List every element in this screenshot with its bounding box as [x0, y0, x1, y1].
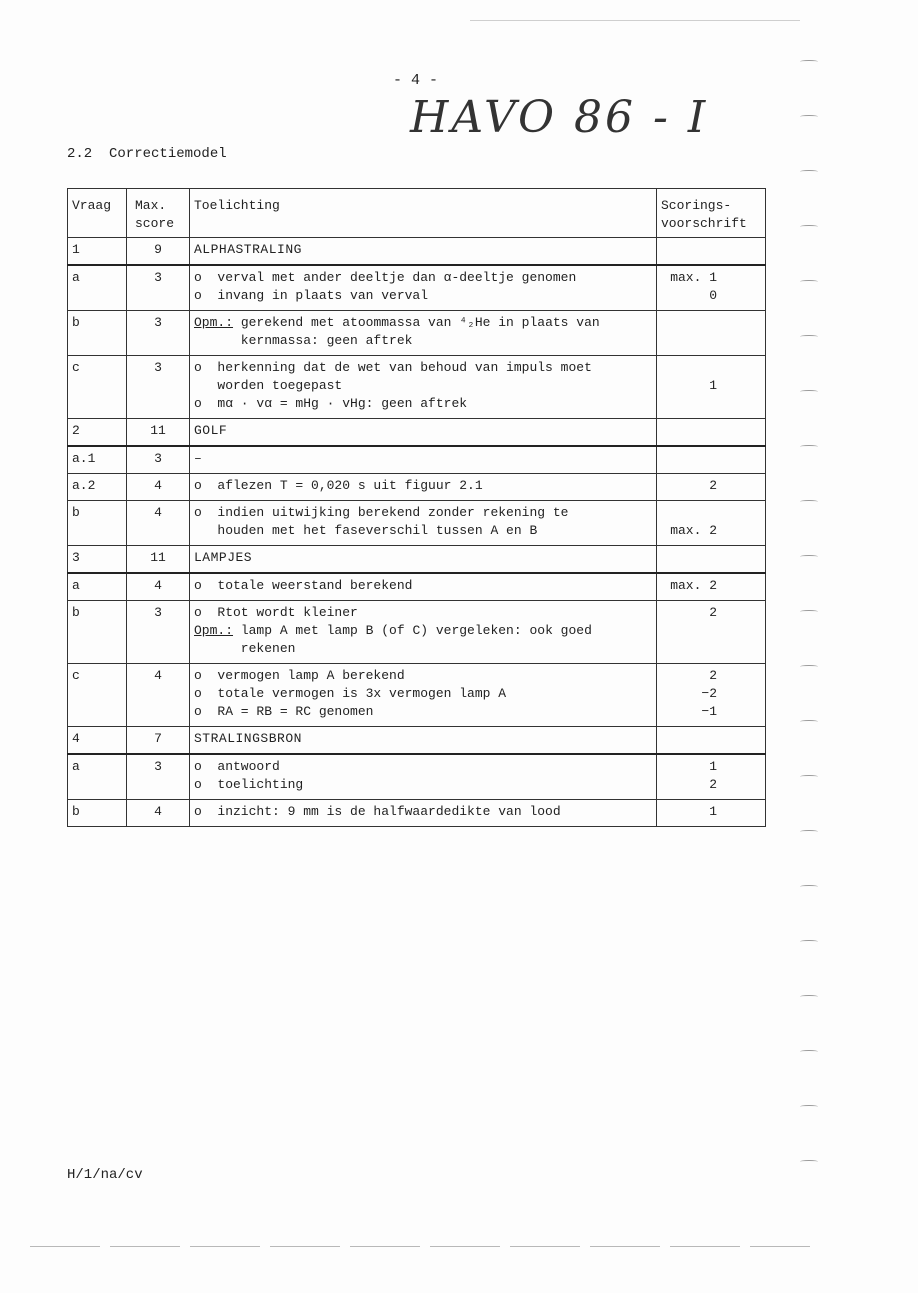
toelichting-line: o totale vermogen is 3x vermogen lamp A	[194, 686, 507, 701]
cell-max-score: 3	[127, 601, 190, 664]
cell-toelichting	[190, 546, 657, 574]
scoring-line: 2	[709, 668, 717, 683]
cell-scoring	[657, 800, 766, 827]
cell-scoring	[657, 419, 766, 447]
header-vraag: Vraag	[68, 189, 127, 238]
cell-toelichting	[190, 727, 657, 755]
scoring-line	[661, 422, 717, 440]
toelichting-line: o Rtot wordt kleiner	[194, 605, 358, 620]
cell-vraag: a.2	[68, 474, 127, 501]
cell-toelichting	[190, 501, 657, 546]
cell-toelichting	[190, 265, 657, 311]
cell-toelichting	[190, 601, 657, 664]
scoring-line	[661, 314, 717, 332]
scoring-line: 1	[709, 759, 717, 774]
cell-scoring	[657, 265, 766, 311]
scoring-line: 1	[709, 804, 717, 819]
toelichting-line: rekenen	[194, 641, 296, 656]
margin-mark	[800, 995, 818, 998]
scoring-line: −1	[701, 704, 717, 719]
toelichting-line: o toelichting	[194, 777, 304, 792]
cell-scoring	[657, 501, 766, 546]
scoring-line	[661, 504, 717, 522]
top-rule	[470, 20, 800, 21]
toelichting-line: o invang in plaats van verval	[194, 288, 429, 303]
scoring-line: −2	[701, 686, 717, 701]
header-scoring	[657, 189, 766, 238]
toelichting-line: o mα · vα = mHg · vHg: geen aftrek	[194, 396, 468, 411]
cell-vraag: a	[68, 754, 127, 800]
table-row	[68, 800, 766, 827]
cell-scoring	[657, 238, 766, 266]
margin-mark	[800, 830, 818, 833]
table-row	[68, 238, 766, 266]
scoring-line	[661, 241, 717, 259]
cell-max-score: 4	[127, 800, 190, 827]
scoring-line: max. 1	[670, 270, 717, 285]
margin-mark	[800, 170, 818, 173]
cell-toelichting	[190, 754, 657, 800]
table-row	[68, 727, 766, 755]
margin-mark	[800, 610, 818, 613]
cell-toelichting	[190, 573, 657, 601]
cell-scoring	[657, 727, 766, 755]
margin-mark	[800, 335, 818, 338]
cell-vraag: a	[68, 573, 127, 601]
cell-vraag: a.1	[68, 446, 127, 474]
cell-max-score: 4	[127, 664, 190, 727]
header-max-line2: score	[135, 216, 175, 231]
cell-vraag: 3	[68, 546, 127, 574]
cell-scoring	[657, 446, 766, 474]
margin-mark	[800, 1160, 818, 1163]
cell-max-score: 11	[127, 546, 190, 574]
margin-mark	[800, 940, 818, 943]
cell-toelichting	[190, 800, 657, 827]
cell-max-score: 7	[127, 727, 190, 755]
cell-toelichting	[190, 356, 657, 419]
cell-toelichting	[190, 238, 657, 266]
scoring-line: max. 2	[670, 523, 717, 538]
table-row	[68, 356, 766, 419]
margin-mark	[800, 390, 818, 393]
table-row	[68, 474, 766, 501]
cell-vraag: b	[68, 501, 127, 546]
toelichting-line: o aflezen T = 0,020 s uit figuur 2.1	[194, 478, 483, 493]
toelichting-line: o inzicht: 9 mm is de halfwaardedikte van lood	[194, 804, 561, 819]
cell-max-score: 3	[127, 356, 190, 419]
margin-mark	[800, 665, 818, 668]
scoring-line	[661, 549, 717, 567]
cell-vraag: b	[68, 800, 127, 827]
margin-mark	[800, 885, 818, 888]
cell-max-score: 3	[127, 311, 190, 356]
header-scoring-line2: voorschrift	[661, 216, 747, 231]
toelichting-line: Opm.: lamp A met lamp B (of C) vergeleken: ook goed	[194, 623, 592, 638]
cell-vraag: a	[68, 265, 127, 311]
margin-mark	[800, 720, 818, 723]
cell-max-score: 3	[127, 265, 190, 311]
cell-vraag: 1	[68, 238, 127, 266]
margin-mark	[800, 500, 818, 503]
cell-toelichting	[190, 446, 657, 474]
scoring-line: 0	[709, 288, 717, 303]
margin-mark	[800, 280, 818, 283]
margin-mark	[800, 775, 818, 778]
margin-mark	[800, 60, 818, 63]
margin-mark	[800, 115, 818, 118]
bottom-rule	[30, 1246, 810, 1247]
cell-scoring	[657, 573, 766, 601]
scoring-line	[661, 450, 717, 468]
table-row	[68, 573, 766, 601]
header-max-line1: Max.	[135, 198, 167, 213]
table-row	[68, 446, 766, 474]
cell-scoring	[657, 474, 766, 501]
toelichting-line: houden met het faseverschil tussen A en B	[194, 523, 538, 538]
table-row	[68, 601, 766, 664]
header-max-score	[127, 189, 190, 238]
toelichting-line: STRALINGSBRON	[194, 731, 302, 746]
cell-scoring	[657, 546, 766, 574]
scoring-line: 2	[709, 777, 717, 792]
scoring-line	[661, 359, 717, 377]
table-row	[68, 311, 766, 356]
page-number: - 4 -	[393, 72, 439, 89]
cell-scoring	[657, 356, 766, 419]
cell-vraag: c	[68, 664, 127, 727]
table-body	[68, 238, 766, 827]
cell-scoring	[657, 311, 766, 356]
cell-toelichting	[190, 474, 657, 501]
toelichting-line: o indien uitwijking berekend zonder rekening te	[194, 505, 569, 520]
toelichting-line: worden toegepast	[194, 378, 343, 393]
cell-max-score: 3	[127, 446, 190, 474]
toelichting-line: –	[194, 451, 202, 466]
toelichting-line: o herkenning dat de wet van behoud van impuls moet	[194, 360, 592, 375]
header-scoring-line1: Scorings-	[661, 198, 732, 213]
handwritten-note: HAVO 86 - I	[410, 92, 709, 143]
cell-vraag: 4	[68, 727, 127, 755]
cell-scoring	[657, 601, 766, 664]
margin-mark	[800, 1105, 818, 1108]
cell-scoring	[657, 664, 766, 727]
cell-scoring	[657, 754, 766, 800]
cell-vraag: c	[68, 356, 127, 419]
cell-max-score: 11	[127, 419, 190, 447]
correction-table	[67, 188, 766, 827]
scoring-line: 2	[709, 605, 717, 620]
margin-mark	[800, 555, 818, 558]
table-row	[68, 265, 766, 311]
cell-toelichting	[190, 419, 657, 447]
toelichting-line: o RA = RB = RC genomen	[194, 704, 374, 719]
cell-vraag: b	[68, 601, 127, 664]
toelichting-line: o vermogen lamp A berekend	[194, 668, 405, 683]
toelichting-line: LAMPJES	[194, 550, 253, 565]
scoring-line: 2	[709, 478, 717, 493]
margin-mark	[800, 1050, 818, 1053]
margin-mark	[800, 445, 818, 448]
toelichting-line: o verval met ander deeltje dan α-deeltje genomen	[194, 270, 577, 285]
margin-mark	[800, 225, 818, 228]
toelichting-line: Opm.: gerekend met atoommassa van ⁴₂He in plaats van	[194, 315, 600, 330]
table-row	[68, 754, 766, 800]
table-row	[68, 546, 766, 574]
cell-toelichting	[190, 664, 657, 727]
header-toelichting: Toelichting	[190, 189, 657, 238]
cell-max-score: 4	[127, 573, 190, 601]
table-row	[68, 664, 766, 727]
table-row	[68, 419, 766, 447]
cell-max-score: 4	[127, 474, 190, 501]
toelichting-line: ALPHASTRALING	[194, 242, 302, 257]
toelichting-line: o antwoord	[194, 759, 280, 774]
toelichting-line: o totale weerstand berekend	[194, 578, 413, 593]
scoring-line: max. 2	[670, 578, 717, 593]
scoring-line: 1	[709, 378, 717, 393]
scoring-line	[661, 730, 717, 748]
toelichting-line: GOLF	[194, 423, 228, 438]
cell-vraag: 2	[68, 419, 127, 447]
footer-code: H/1/na/cv	[67, 1167, 143, 1183]
cell-toelichting	[190, 311, 657, 356]
table-row	[68, 501, 766, 546]
cell-max-score: 3	[127, 754, 190, 800]
cell-max-score: 4	[127, 501, 190, 546]
cell-max-score: 9	[127, 238, 190, 266]
section-title: 2.2 Correctiemodel	[67, 146, 227, 162]
toelichting-line: kernmassa: geen aftrek	[194, 333, 413, 348]
cell-vraag: b	[68, 311, 127, 356]
